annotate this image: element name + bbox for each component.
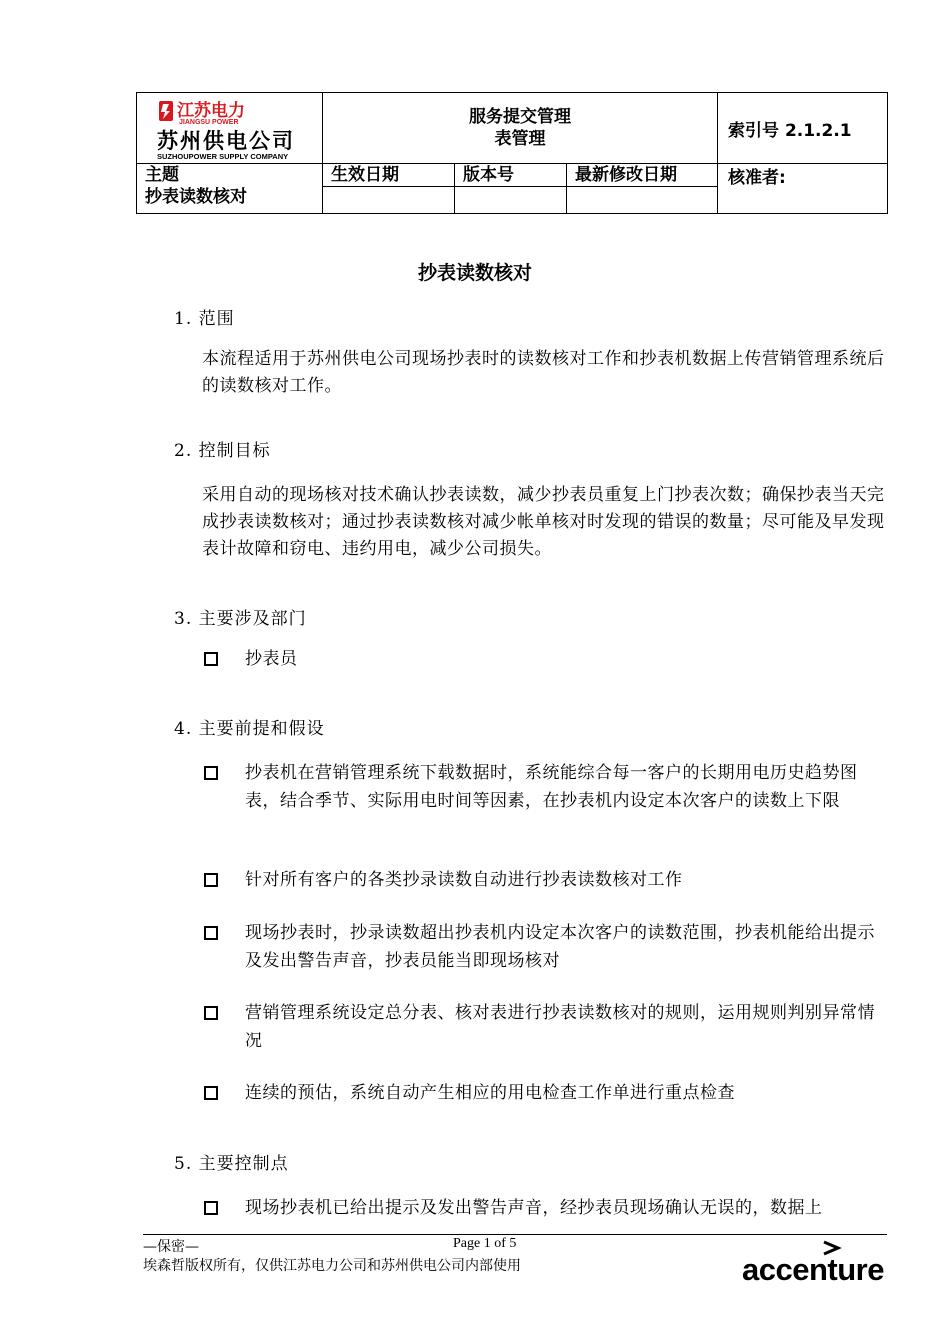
confidential-label: —保密— [143, 1239, 199, 1255]
checkbox-bullet-icon [204, 1086, 218, 1100]
accenture-wordmark: accenture [742, 1252, 884, 1287]
checkbox-bullet-icon [204, 652, 218, 666]
doc-category-line1: 服务提交管理 [469, 107, 571, 127]
list-item-text: 现场抄表机已给出提示及发出警告声音，经抄表员现场确认无误的，数据上 [245, 1198, 823, 1218]
index-value: 2.1.2.1 [784, 120, 852, 141]
effective-date-label: 生效日期 [323, 164, 455, 187]
section-5-heading: 5. 主要控制点 [174, 1154, 289, 1174]
checkbox-bullet-icon [204, 873, 218, 887]
document-title: 抄表读数核对 [417, 262, 532, 284]
section-2-heading: 2. 控制目标 [174, 441, 271, 461]
section-4-heading: 4. 主要前提和假设 [174, 719, 325, 739]
list-item-text: 营销管理系统设定总分表、核对表进行抄表读数核对的规则，运用规则判别异常情况 [245, 1003, 875, 1051]
subject-cell [137, 164, 323, 214]
doc-category-line2: 表管理 [494, 129, 546, 149]
logo-company-en: SUZHOUPOWER SUPPLY COMPANY [157, 152, 289, 161]
section-3-heading: 3. 主要涉及部门 [174, 609, 307, 629]
page-number: Page 1 of 5 [453, 1236, 517, 1251]
list-item-text: 抄表机在营销管理系统下载数据时，系统能综合每一客户的长期用电历史趋势图表，结合季节、实际用电时间等因素，在抄表机内设定本次客户的读数上下限 [245, 763, 858, 811]
approver-label: 核准者: [718, 164, 888, 214]
version-value [455, 187, 567, 214]
subject-label: 主题 [145, 165, 179, 185]
list-item-text: 现场抄表时，抄录读数超出抄表机内设定本次客户的读数范围，抄表机能给出提示及发出警告声音，抄表员能当即现场核对 [245, 923, 875, 971]
checkbox-bullet-icon [204, 1006, 218, 1020]
last-modified-value [567, 187, 718, 214]
index-cell [718, 93, 888, 164]
header-table [136, 92, 888, 214]
accenture-logo [742, 1240, 890, 1288]
index-label: 索引号 [728, 120, 780, 141]
doc-category-cell [323, 93, 718, 164]
jiangsu-power-logo [157, 99, 327, 161]
logo-brand-cn: 江苏电力 [177, 101, 245, 121]
version-label: 版本号 [455, 164, 567, 187]
section-2-text: 采用自动的现场核对技术确认抄表读数，减少抄表员重复上门抄表次数；确保抄表当天完成抄表读数核对；通过抄表读数核对减少帐单核对时发现的错误的数量；尽可能及早发现表计故障和窃电、违约用电，减少公司损失。 [202, 485, 885, 559]
checkbox-bullet-icon [204, 766, 218, 780]
effective-date-value [323, 187, 455, 214]
logo-brand-en: JIANGSU POWER [179, 119, 239, 126]
subject-value: 抄表读数核对 [145, 187, 247, 207]
section-1-text: 本流程适用于苏州供电公司现场抄表时的读数核对工作和抄表机数据上传营销管理系统后的读数核对工作。 [202, 349, 885, 396]
checkbox-bullet-icon [204, 1201, 218, 1215]
last-modified-label: 最新修改日期 [567, 164, 718, 187]
list-item-text: 抄表员 [245, 649, 298, 669]
logo-company-cn: 苏州供电公司 [157, 129, 295, 153]
copyright-notice: 埃森哲版权所有，仅供江苏电力公司和苏州供电公司内部使用 [143, 1258, 521, 1274]
checkbox-bullet-icon [204, 926, 218, 940]
footer-divider [143, 1234, 887, 1235]
list-item-text: 连续的预估，系统自动产生相应的用电检查工作单进行重点检查 [245, 1083, 735, 1103]
list-item-text: 针对所有客户的各类抄录读数自动进行抄表读数核对工作 [245, 870, 683, 890]
section-1-heading: 1. 范围 [174, 309, 235, 329]
logo-cell [137, 93, 323, 164]
